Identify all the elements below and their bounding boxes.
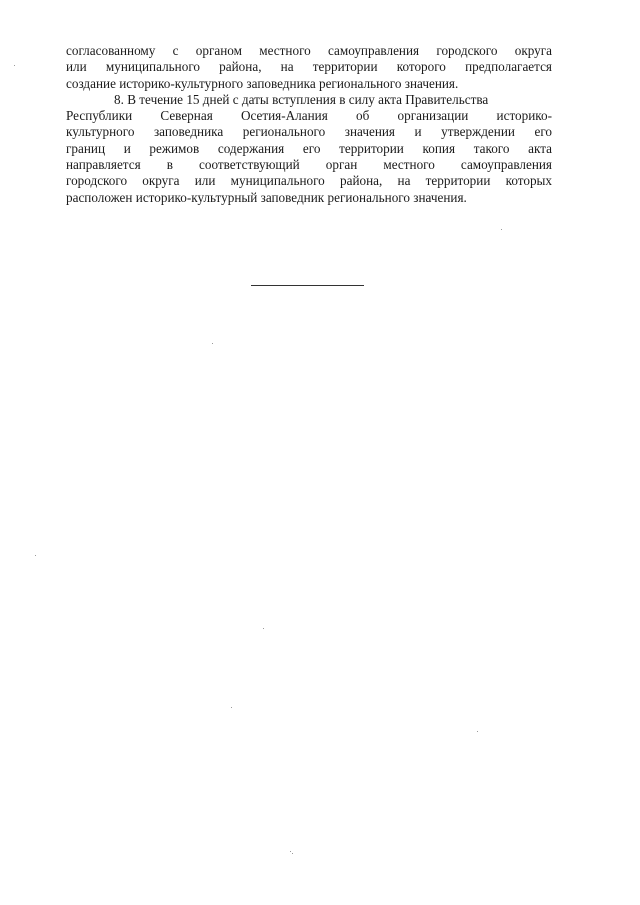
text-line: границ и режимов содержания его территории копия такого акта [66, 140, 552, 156]
text-line: городского округа или муниципального района, на территории которых [66, 173, 552, 189]
scan-speck [35, 555, 36, 556]
paragraph-8 [66, 92, 552, 206]
text-line: направляется в соответствующий орган местного самоуправления [66, 157, 552, 173]
document-body [66, 43, 552, 206]
text-line: создание историко-культурного заповедника регионального значения. [66, 75, 459, 91]
text-line: или муниципального района, на территории которого предполагается [66, 59, 552, 75]
scan-speck [477, 731, 478, 732]
scan-speck [212, 343, 213, 344]
text-line: согласованному с органом местного самоуправления городского округа [66, 43, 552, 58]
text-line: культурного заповедника регионального значения и утверждении его [66, 124, 552, 140]
text-line: расположен историко-культурный заповедник регионального значения. [66, 189, 467, 205]
document-end-rule [251, 285, 364, 286]
paragraph-continuation [66, 43, 552, 92]
text-line: 8. В течение 15 дней с даты вступления в силу акта Правительства [114, 91, 489, 107]
text-line: Республики Северная Осетия-Алания об организации историко- [66, 108, 552, 124]
scan-speck [231, 707, 232, 708]
scan-speck [292, 853, 293, 854]
scan-speck [14, 65, 15, 66]
scan-speck [290, 851, 291, 852]
scan-speck [501, 229, 502, 230]
scan-speck [263, 628, 264, 629]
